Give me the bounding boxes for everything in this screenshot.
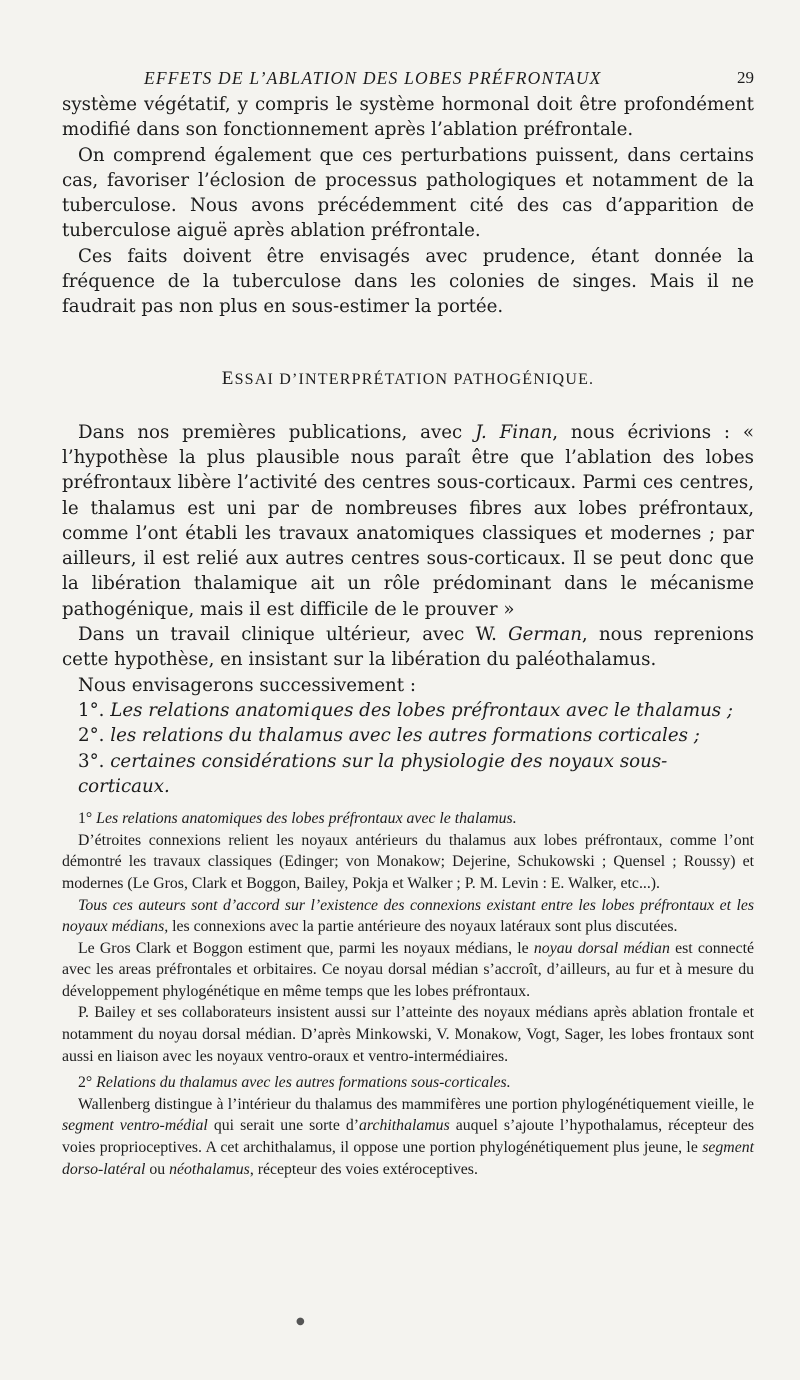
- list-number: 3°.: [78, 750, 105, 772]
- italic-run: archithalamus: [359, 1117, 450, 1135]
- subsection-number: 1°: [78, 810, 97, 828]
- italic-run: segment ventro-médial: [62, 1117, 208, 1135]
- paragraph: D’étroites connexions relient les noyaux antérieurs du thalamus aux lobes préfrontaux, comme l’ont démontré les travaux classiques (Edinger; von Monakow; Dejerine, Schukowski ; Quensel ; Roussy) et modernes (Le Gros, Clark et Boggon, Bailey, Pokja et Walker ; P. M. Levin : E. Walker, etc...).: [62, 831, 754, 892]
- text-run: , nous écrivions : « l’hypothèse la plus plausible nous paraît être que l’ablation des lobes préfrontaux libère l’activité des centres sous-corticaux. Parmi ces centres, le thalamus est uni par de nombreuses fibres aux lobes préfrontaux, comme l’ont établi les travaux anatomiques classiques et modernes ; par ailleurs, il est relié aux autres centres sous-corticaux. Il se peut donc que la libération thalamique ait un rôle prédominant dans le mécanisme pathogénique, mais il est difficile de le prouver »: [62, 421, 754, 620]
- list-item: [62, 723, 754, 748]
- subsection-title-text: Relations du thalamus avec les autres formations sous-corticales.: [96, 1074, 511, 1092]
- paragraph: [62, 938, 754, 1003]
- author-name: German: [508, 624, 582, 646]
- subsection-title-text: Les relations anatomiques des lobes préfrontaux avec le thalamus.: [96, 810, 517, 828]
- subsection-title: [62, 808, 754, 830]
- italic-run: néothalamus: [169, 1160, 250, 1178]
- italic-run: segment dorso-latéral: [62, 1139, 754, 1178]
- text-run: Dans un travail clinique ultérieur, avec W.: [78, 624, 509, 646]
- text-run: auquel s’ajoute l’hypothalamus, récepteur des voies proprioceptives. A cet archithalamus, il oppose une portion phylogénétiquement plus jeune, le: [62, 1117, 754, 1157]
- subsection-title: [62, 1072, 754, 1094]
- text-run: Dans nos premières publications, avec: [78, 421, 476, 443]
- list-item: [62, 749, 754, 800]
- page-number: 29: [737, 68, 754, 87]
- text-run: les connexions avec la partie antérieure des noyaux latéraux sont plus discutées.: [168, 918, 678, 936]
- italic-run: noyau dorsal médian: [533, 939, 670, 957]
- list-number: 1°.: [78, 699, 105, 721]
- running-title: EFFETS DE L’ABLATION DES LOBES PRÉFRONTAUX: [144, 68, 602, 88]
- page-header: [62, 62, 754, 92]
- text-run: Wallenberg distingue à l’intérieur du thalamus des mammifères une portion phylogénétiquement vieille, le: [78, 1095, 754, 1113]
- paragraph: On comprend également que ces perturbations puissent, dans certains cas, favoriser l’éclosion de processus pathologiques et notamment de la tuberculose. Nous avons précédemment cité des cas d’apparition de tuberculose aiguë après ablation préfrontale.: [62, 144, 754, 242]
- heading-initial: E: [221, 367, 235, 389]
- paragraph: système végétatif, y compris le système hormonal doit être profondément modifié dans son fonctionnement après l’ablation préfrontale.: [62, 94, 754, 141]
- paragraph: Ces faits doivent être envisagés avec prudence, étant donnée la fréquence de la tuberculose dans les colonies de singes. Mais il ne faudrait pas non plus en sous-estimer la portée.: [62, 245, 754, 318]
- subsection-number: 2°: [78, 1074, 97, 1092]
- italic-run: Tous ces auteurs sont d’accord sur l’existence des connexions existant entre les lobes préfrontaux et les noyaux médians,: [62, 896, 754, 936]
- paragraph: [62, 1094, 754, 1180]
- list-number: 2°.: [78, 725, 105, 747]
- heading-rest: SSAI D’INTERPRÉTATION PATHOGÉNIQUE.: [234, 370, 595, 388]
- section-heading: [62, 368, 754, 390]
- text-run: ou: [145, 1160, 170, 1178]
- text-run: est connecté avec les areas préfrontales et orbitaires. Ce noyau dorsal médian s’accroît, d’ailleurs, au fur et à mesure du développement phylogénétique en même temps que les lobes préfrontaux.: [62, 939, 755, 1000]
- small-text: [62, 808, 754, 1180]
- author-name: J. Finan: [475, 421, 553, 443]
- paragraph: [62, 622, 754, 673]
- text-run: , nous reprenions cette hypothèse, en insistant sur la libération du paléothalamus.: [62, 624, 754, 671]
- paragraph: Nous envisagerons successivement :: [78, 674, 416, 696]
- list-text: Les relations anatomiques des lobes préfrontaux avec le thalamus ;: [110, 699, 734, 721]
- paragraph: [62, 895, 754, 938]
- outline-list: [62, 698, 754, 799]
- book-page: [62, 62, 754, 1180]
- ink-dot: ●: [296, 1316, 305, 1327]
- text-run: qui serait une sorte d’: [207, 1117, 360, 1135]
- text-run: , récepteur des voies extéroceptives.: [249, 1160, 478, 1178]
- list-item: [62, 698, 754, 723]
- list-text: les relations du thalamus avec les autres formations corticales ;: [110, 725, 700, 747]
- main-text: [62, 92, 754, 320]
- text-run: Le Gros Clark et Boggon estiment que, parmi les noyaux médians, le: [78, 939, 534, 957]
- paragraph: P. Bailey et ses collaborateurs insistent aussi sur l’atteinte des noyaux médians après ablation frontale et notamment du noyau dorsal médian. D’après Minkowski, V. Monakow, Vogt, Sager, les lobes frontaux sont aussi en liaison avec les noyaux ventro-oraux et ventro-intermédiaires.: [62, 1004, 754, 1065]
- list-text: certaines considérations sur la physiologie des noyaux sous-corticaux.: [78, 750, 668, 797]
- paragraph: [62, 420, 754, 622]
- main-text-2: [62, 420, 754, 799]
